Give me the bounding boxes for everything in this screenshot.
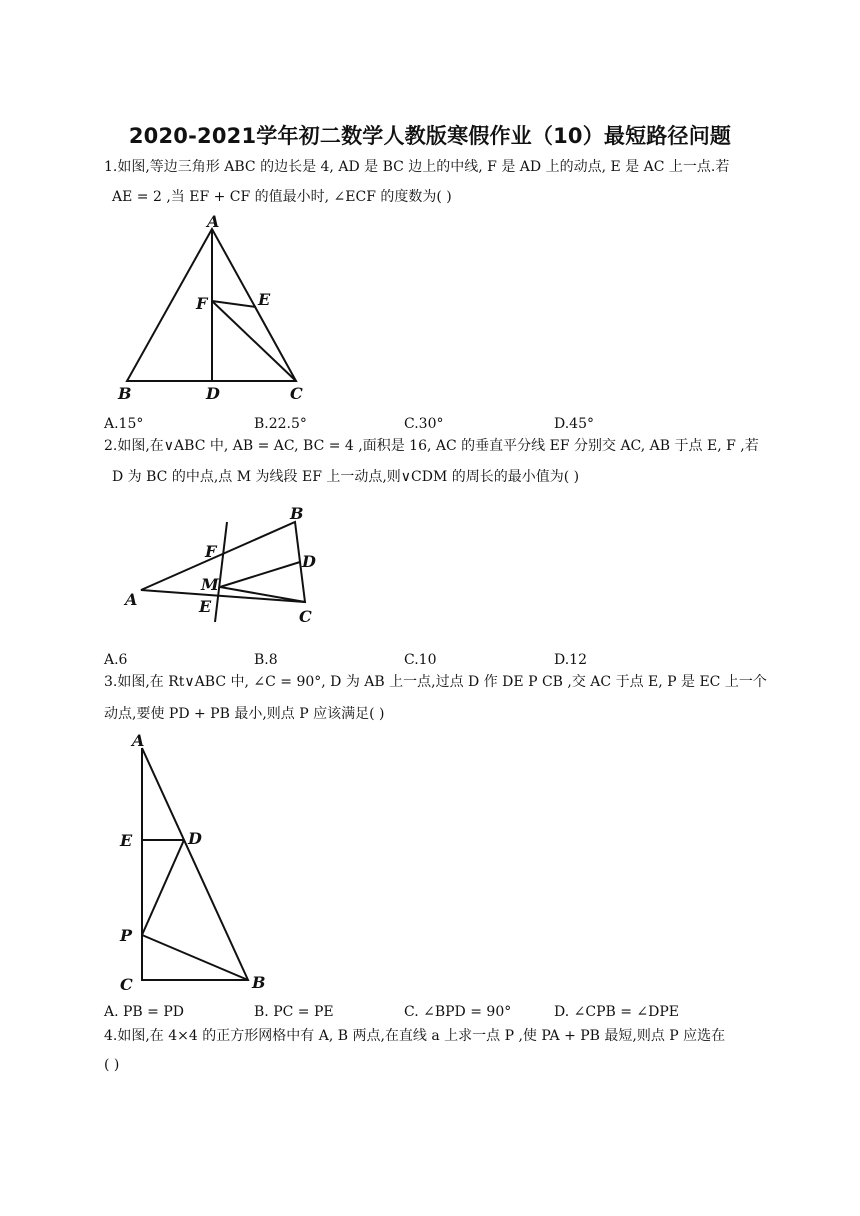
page-title: 2020-2021学年初二数学人教版寒假作业（10）最短路径问题 (128, 124, 732, 148)
q4-text-line2: ( ) (104, 1057, 120, 1073)
q3-triangle-abc (142, 748, 248, 980)
q3-option-b[interactable]: B. PC = PE (254, 1004, 334, 1020)
q2-option-d[interactable]: D.12 (554, 652, 587, 668)
q1-option-b[interactable]: B.22.5° (254, 416, 307, 432)
q3-label-a: A (132, 731, 145, 750)
q2-option-a[interactable]: A.6 (104, 652, 128, 668)
q1-label-d: D (206, 384, 220, 403)
q1-figure (110, 212, 310, 405)
q3-label-c: C (120, 975, 133, 994)
q3-option-c[interactable]: C. ∠BPD = 90° (404, 1004, 512, 1020)
q1-label-f: F (196, 294, 208, 313)
q3-figure (110, 728, 280, 998)
q2-label-b: B (290, 504, 304, 523)
q2-option-b[interactable]: B.8 (254, 652, 278, 668)
q2-option-c[interactable]: C.10 (404, 652, 437, 668)
q3-option-d[interactable]: D. ∠CPB = ∠DPE (554, 1004, 680, 1020)
q1-text-line1: 1.如图,等边三角形 ABC 的边长是 4, AD 是 BC 边上的中线, F 是 AD 上的动点, E 是 AC 上一点.若 (104, 159, 730, 175)
q2-text-line1: 2.如图,在∨ABC 中, AB = AC, BC = 4 ,面积是 16, AC 的垂直平分线 EF 分别交 AC, AB 于点 E, F ,若 (104, 438, 759, 454)
q1-text-line2: AE = 2 ,当 EF + CF 的值最小时, ∠ECF 的度数为( ) (112, 189, 452, 205)
q2-text-line2: D 为 BC 的中点,点 M 为线段 EF 上一动点,则∨CDM 的周长的最小值为( ) (112, 469, 580, 485)
q3-segment-pb (142, 935, 248, 980)
q2-label-c: C (299, 607, 312, 626)
q1-option-c[interactable]: C.30° (404, 416, 444, 432)
q1-label-e: E (258, 290, 271, 309)
q1-label-b: B (118, 384, 132, 403)
q3-label-e: E (120, 831, 133, 850)
q1-option-a[interactable]: A.15° (104, 416, 144, 432)
q3-label-b: B (252, 973, 266, 992)
q3-segment-pd (142, 840, 184, 935)
q2-figure (115, 502, 335, 632)
q2-label-d: D (302, 552, 316, 571)
q3-label-d: D (188, 829, 202, 848)
q2-label-a: A (125, 590, 138, 609)
q2-bisector-ef (215, 522, 227, 622)
q1-option-d[interactable]: D.45° (554, 416, 594, 432)
q3-option-a[interactable]: A. PB = PD (104, 1004, 184, 1020)
q2-segment-md (220, 562, 300, 587)
q3-text-line1: 3.如图,在 Rt∨ABC 中, ∠C = 90°, D 为 AB 上一点,过点 D 作 DE P CB ,交 AC 于点 E, P 是 EC 上一个 (104, 674, 767, 690)
q3-label-p: P (120, 926, 133, 945)
q2-label-e: E (199, 597, 212, 616)
q4-text-line1: 4.如图,在 4×4 的正方形网格中有 A, B 两点,在直线 a 上求一点 P ,使 PA + PB 最短,则点 P 应选在 (104, 1028, 726, 1044)
q1-label-a: A (207, 212, 220, 231)
q2-label-m: M (201, 575, 219, 594)
q1-label-c: C (290, 384, 303, 403)
q2-label-f: F (205, 542, 217, 561)
q3-text-line2: 动点,要使 PD + PB 最小,则点 P 应该满足( ) (104, 706, 385, 722)
q1-segment-fc (212, 301, 296, 381)
